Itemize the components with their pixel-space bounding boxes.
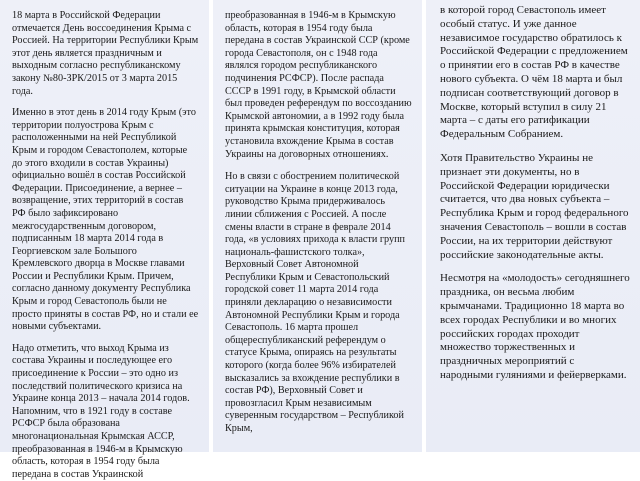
text-column-1	[0, 0, 209, 480]
paragraph: Но в связи с обострением политической ситуации на Украине в конце 2013 года, руководство Крыма придерживалось линии сближения с Россией. А после смены власти в стране в феврале 2014 года, «в условиях прихода к власти групп националь-фашистского толка», Верховный Совет Автономной Республики Крым и Севастопольский городской совет 11 марта 2014 года приняли декларацию о независимости Автономной Республики Крым и города Севастополь. 16 марта прошел общереспубликанский референдум о статусе Крыма, опираясь на результаты которого (когда более 96% избирателей высказались за вхождение республики в состав РФ), Верховный Совет и провозгласил Крым независимым суверенным государством – Республикой Крым,	[225, 171, 405, 434]
paragraph: в которой город Севастополь имеет особый статус. И уже данное независимое государство обратилось к Российской Федерации с предложением о принятии его в состав РФ в качестве нового субъекта. О чём 18 марта и был подписан соответствующий договор в Москве, который вступил в силу 21 марта – с даты его ратификации Федеральным Собранием.	[440, 4, 628, 141]
text-column-3	[426, 0, 640, 452]
paragraph: Несмотря на «молодость» сегодняшнего праздника, он весьма любим крымчанами. Традиционно 18 марта во всех городах Республики и во многих российских городах проходит множество торжественных и праздничных мероприятий с народными гуляниями и фейерверками.	[440, 272, 630, 381]
paragraph: Именно в этот день в 2014 году Крым (это территории полуострова Крым с расположенными на ней Республикой Крым и городом Севастополем, которые до этого входили в состав Украины) официально вошёл в состав Российской Федерации. Присоединение, а вернее – возвращение, этих территорий в состав РФ было зафиксировано межгосударственным договором, подписанным 18 марта 2014 года в Георгиевском зале Большого Кремлевского дворца в Москве главами России и Республики Крым. Причем, согласно данному документу Республика Крым и город Севастополь были не просто приняты в состав РФ, но и стали ее новыми субъектами.	[12, 107, 199, 333]
text-column-2	[213, 0, 422, 452]
paragraph: Хотя Правительство Украины не признает эти документы, но в Российской Федерации юридически считается, что два новых субъекта – Республика Крым и город федерального значения Севастополь – вошли в состав России, на их территории действуют российские законодательные акты.	[440, 151, 629, 261]
paragraph: Надо отметить, что выход Крыма из состава Украины и последующее его присоединение к России – это одно из последствий политического кризиса на Украине конца 2013 – начала 2014 годов. Напомним, что в 1921 году в составе РСФСР была образована многонациональная Крымская АССР, преобразованная в 1946-м в Крымскую область, которая в 1954 году была передана в состав Украинской	[12, 342, 190, 480]
paragraph: 18 марта в Российской Федерации отмечается День воссоединения Крыма с Россией. На территории Республики Крым этот день является праздничным и выходным согласно республиканскому закону №80-ЗРК/2015 от 3 марта 2015 года.	[12, 10, 199, 97]
paragraph: преобразованная в 1946-м в Крымскую область, которая в 1954 году была передана в состав Украинской ССР (кроме города Севастополя, он с 1948 года являлся городом республиканского подчинения РСФСР). После распада СССР в 1991 году, в Крымской области был проведен референдум по воссозданию Крымской автономии, а в 1992 году была принята крымская конституция, которая установила вхождение Крыма в состав Украины на договорных отношениях.	[225, 10, 412, 160]
